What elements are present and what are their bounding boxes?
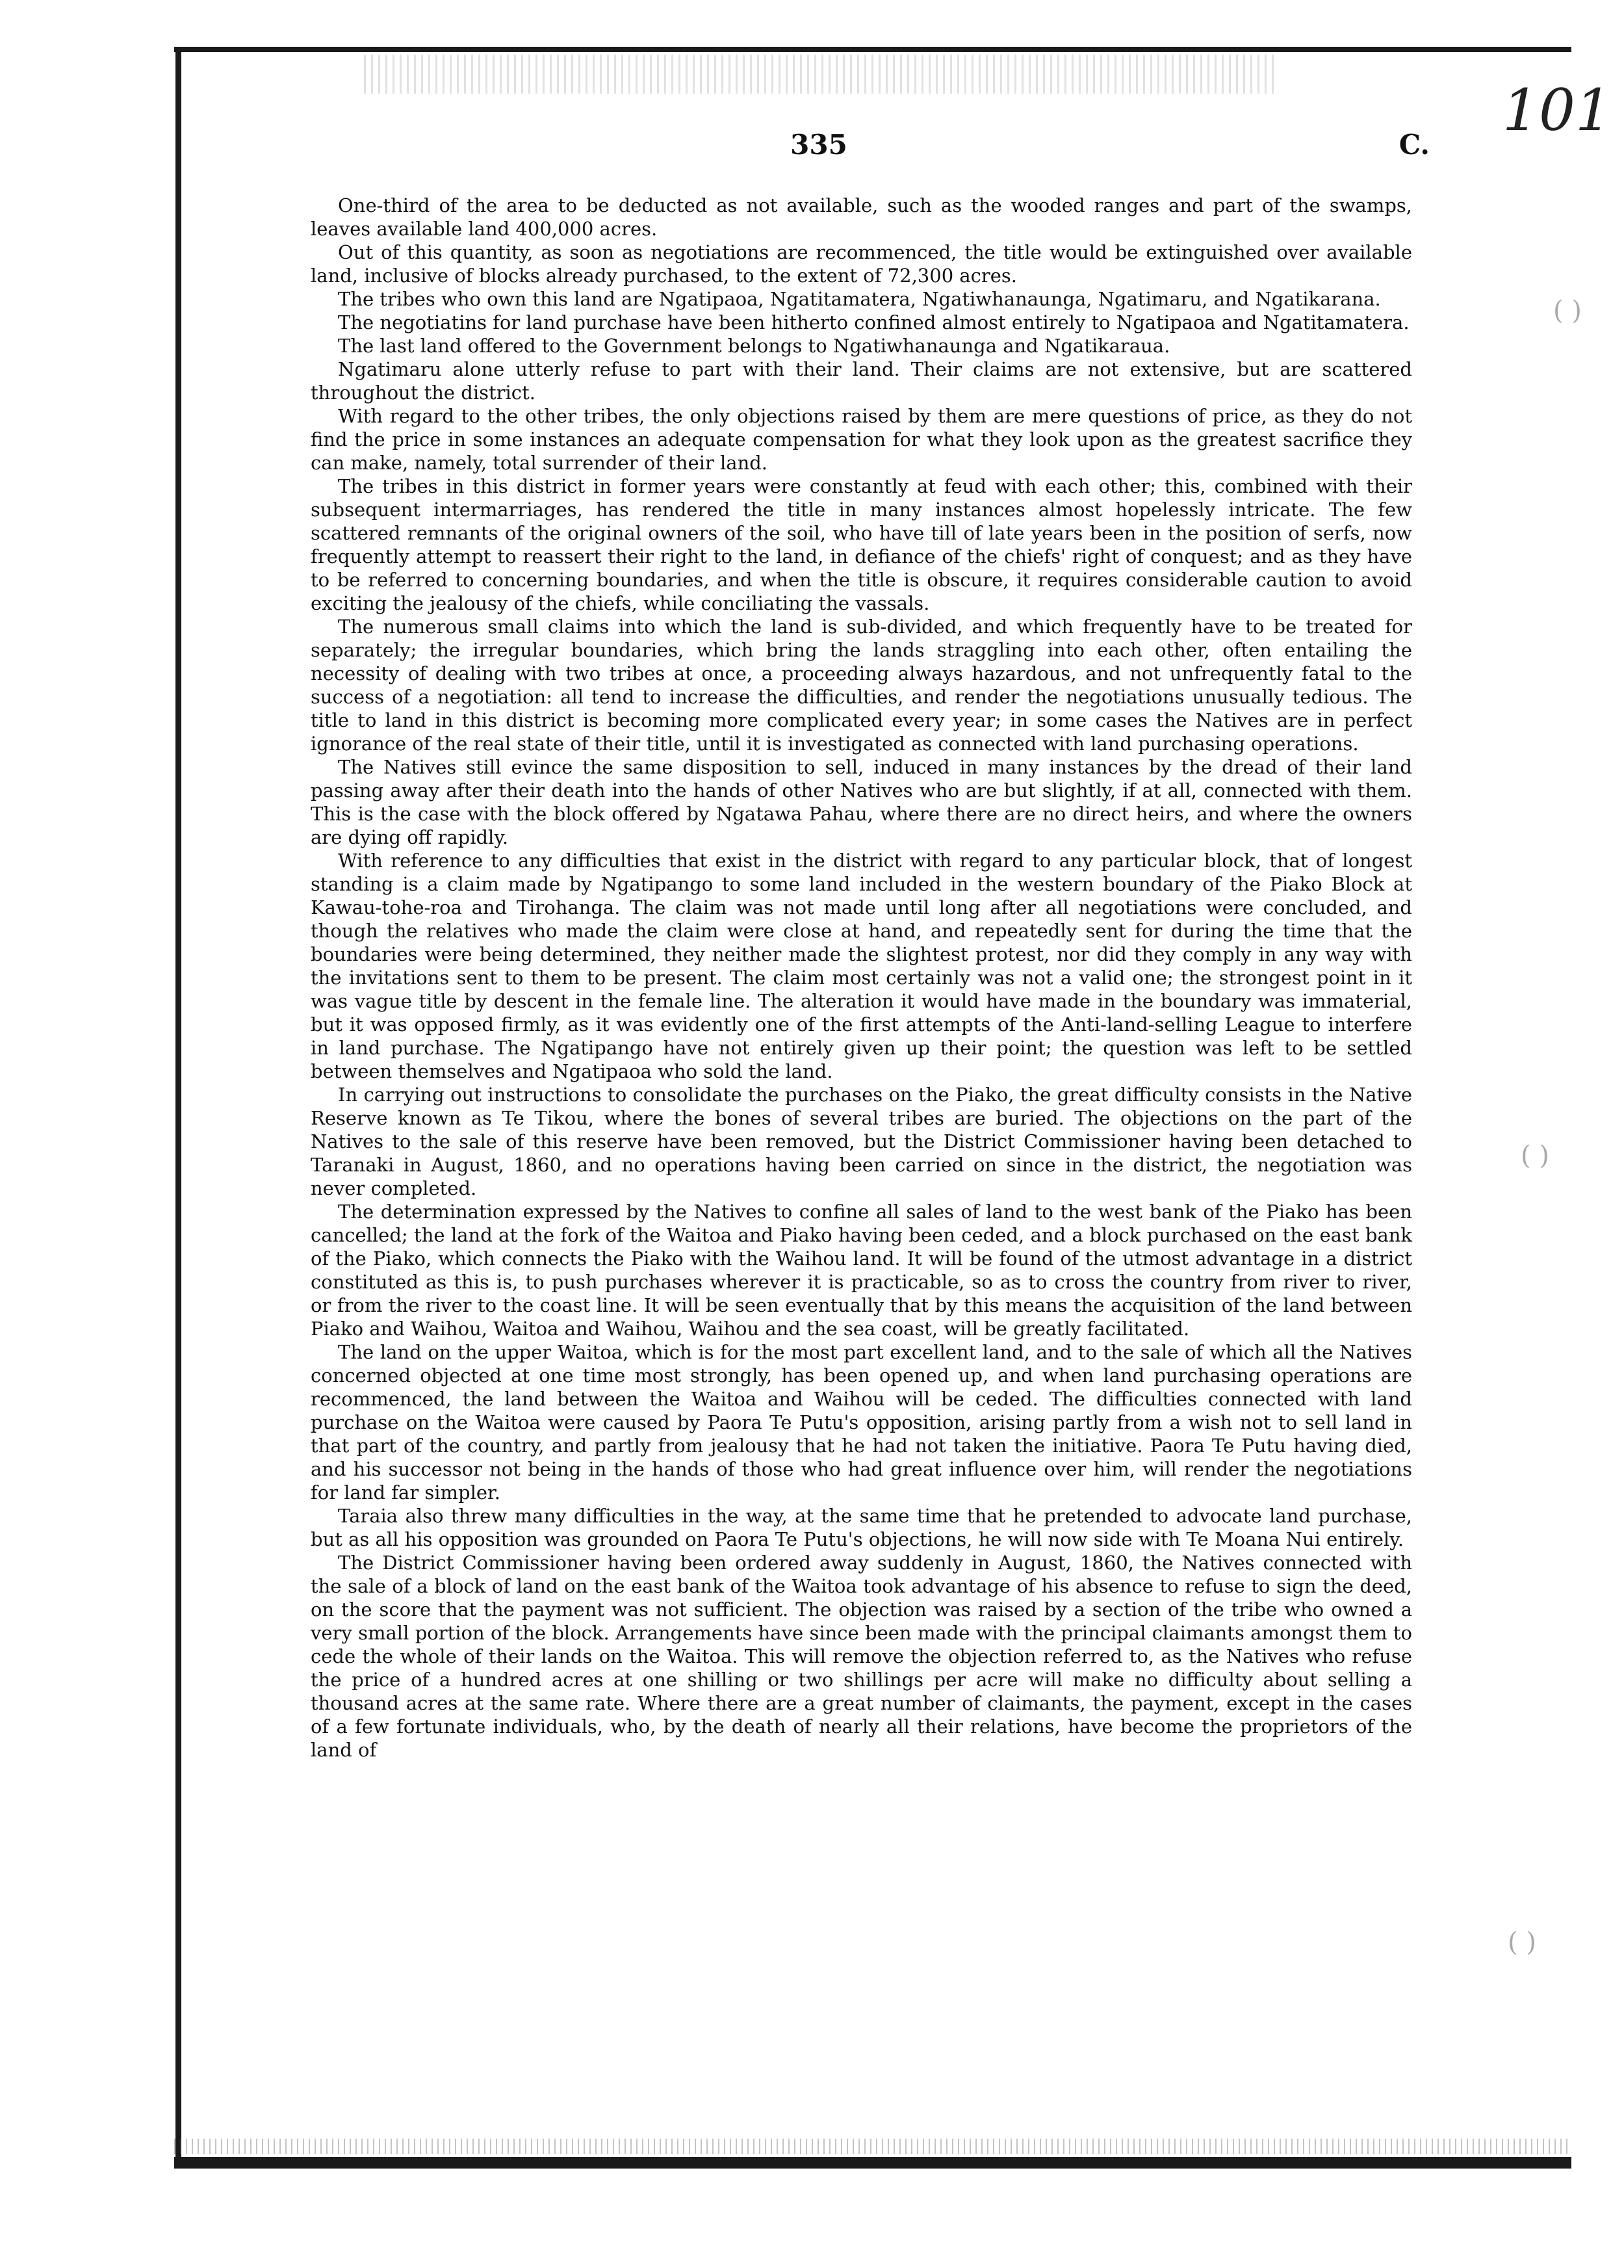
top-border-rule [174, 47, 1571, 52]
document-body [311, 194, 1412, 1762]
top-scan-noise [364, 55, 1274, 94]
paragraph: With regard to the other tribes, the only objections raised by them are mere questions of price, as they do not find the price in some instances an adequate compensation for what they look upon as the greatest sacrifice they can make, namely, total surrender of their land. [311, 405, 1412, 474]
paragraph: The numerous small claims into which the land is sub-divided, and which frequently have to be treated for separately; the irregular boundaries, which bring the lands straggling into each other, often entailing the necessity of dealing with two tribes at once, a proceeding always hazardous, and not unfrequently fatal to the success of a negotiation: all tend to increase the difficulties, and render the negotiations unusually tedious. The title to land in this district is becoming more complicated every year; in some cases the Natives are in perfect ignorance of the real state of their title, until it is investigated as connected with land purchasing operations. [311, 616, 1412, 755]
paragraph: One-third of the area to be deducted as not available, such as the wooded ranges and part of the swamps, leaves available land 400,000 acres. [311, 194, 1412, 240]
paragraph: The negotiatins for land purchase have been hitherto confined almost entirely to Ngatipaoa and Ngatitamatera. [338, 311, 1410, 333]
paragraph: The land on the upper Waitoa, which is for the most part excellent land, and to the sale of which all the Natives concerned objected at one time most strongly, has been opened up, and when land purchasing operations are recommenced, the land between the Waitoa and Waihou will be ceded. The difficulties connected with land purchase on the Waitoa were caused by Paora Te Putu's opposition, arising partly from a wish not to sell land in that part of the country, and partly from jealousy that he had not taken the initiative. Paora Te Putu having died, and his successor not being in the hands of those who had great influence over him, will render the negotiations for land far simpler. [311, 1341, 1412, 1504]
section-letter: C. [1398, 129, 1430, 161]
bottom-border-rule [174, 2157, 1571, 2169]
paragraph: The tribes who own this land are Ngatipaoa, Ngatitamatera, Ngatiwhanaunga, Ngatimaru, and Ngatikarana. [338, 288, 1381, 310]
margin-bracket-mark: ( ) [1508, 1927, 1536, 1957]
paragraph: The Natives still evince the same disposition to sell, induced in many instances by the dread of their land passing away after their death into the hands of other Natives who are but slightly, if at all, connected with them. This is the case with the block offered by Ngatawa Pahau, where there are no direct heirs, and where the owners are dying off rapidly. [311, 756, 1412, 848]
paragraph: With reference to any difficulties that exist in the district with regard to any particular block, that of longest standing is a claim made by Ngatipango to some land included in the western boundary of the Piako Block at Kawau-tohe-roa and Tirohanga. The claim was not made until long after all negotiations were concluded, and though the relatives who made the claim were close at hand, and repeatedly sent for during the time that the boundaries were being determined, they neither made the slightest protest, nor did they comply in any way with the invitations sent to them to be present. The claim most certainly was not a valid one; the strongest point in it was vague title by descent in the female line. The alteration it would have made in the boundary was immaterial, but it was opposed firmly, as it was evidently one of the first attempts of the Anti-land-selling League to interfere in land purchase. The Ngatipango have not entirely given up their point; the question was left to be settled between themselves and Ngatipaoa who sold the land. [311, 850, 1412, 1082]
left-border-rule [175, 47, 181, 2159]
paragraph: Out of this quantity, as soon as negotiations are recommenced, the title would be extinguished over available land, inclusive of blocks already purchased, to the extent of 72,300 acres. [311, 241, 1412, 287]
paragraph: The tribes in this district in former years were constantly at feud with each other; this, combined with their subsequent intermarriages, has rendered the title in many instances almost hopelessly intricate. The few scattered remnants of the original owners of the soil, who have till of late years been in the position of serfs, now frequently attempt to reassert their right to the land, in defiance of the chiefs' right of conquest; and as they have to be referred to concerning boundaries, and when the title is obscure, it requires considerable caution to avoid exciting the jealousy of the chiefs, while conciliating the vassals. [311, 475, 1412, 614]
paragraph: The determination expressed by the Natives to confine all sales of land to the west bank of the Piako has been cancelled; the land at the fork of the Waitoa and Piako having been ceded, and a block purchased on the east bank of the Piako, which connects the Piako with the Waihou land. It will be found of the utmost advantage in a district constituted as this is, to push purchases wherever it is practicable, so as to cross the country from river to river, or from the river to the coast line. It will be seen eventually that by this means the acquisition of the land between Piako and Waihou, Waitoa and Waihou, Waihou and the sea coast, will be greatly facilitated. [311, 1201, 1412, 1340]
margin-bracket-mark: ( ) [1553, 296, 1582, 326]
paragraph: The District Commissioner having been ordered away suddenly in August, 1860, the Natives connected with the sale of a block of land on the east bank of the Waitoa took advantage of his absence to refuse to sign the deed, on the score that the payment was not sufficient. The objection was raised by a section of the tribe who owned a very small portion of the block. Arrangements have since been made with the principal claimants amongst them to cede the whole of their lands on the Waitoa. This will remove the objection referred to, as the Natives who refuse the price of a hundred acres at one shilling or two shillings per acre will make no difficulty about selling a thousand acres at the same rate. Where there are a great number of claimants, the payment, except in the cases of a few fortunate individuals, who, by the death of nearly all their relations, have become the proprietors of the land of [311, 1552, 1412, 1761]
margin-bracket-mark: ( ) [1521, 1141, 1549, 1171]
page-number: 335 [790, 129, 847, 161]
paragraph: Taraia also threw many difficulties in the way, at the same time that he pretended to advocate land purchase, but as all his opposition was grounded on Paora Te Putu's objections, he will now side with Te Moana Nui entirely. [311, 1505, 1412, 1550]
handwritten-page-number: 101 [1502, 77, 1612, 144]
paragraph: The last land offered to the Government belongs to Ngatiwhanaunga and Ngatikaraua. [338, 335, 1170, 357]
bottom-scan-noise [174, 2139, 1571, 2154]
paragraph: Ngatimaru alone utterly refuse to part with their land. Their claims are not extensive, but are scattered throughout the district. [311, 358, 1412, 404]
paragraph: In carrying out instructions to consolidate the purchases on the Piako, the great difficulty consists in the Native Reserve known as Te Tikou, where the bones of several tribes are buried. The objections on the part of the Natives to the sale of this reserve have been removed, but the District Commissioner having been detached to Taranaki in August, 1860, and no operations having been carried on since in the district, the negotiation was never completed. [311, 1084, 1412, 1199]
